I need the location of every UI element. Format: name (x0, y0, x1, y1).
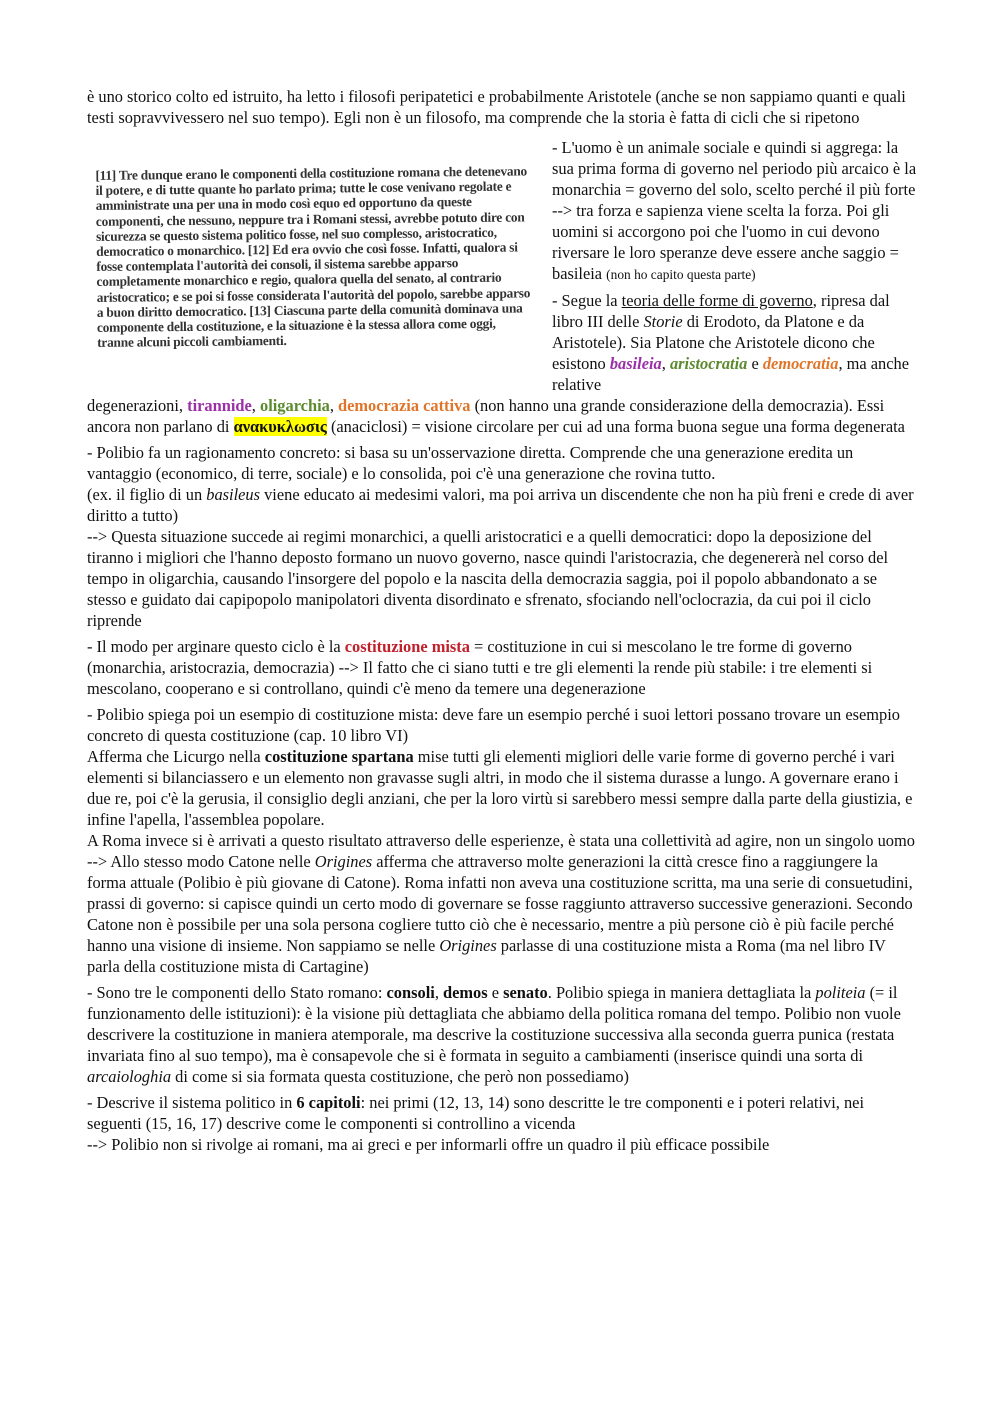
term-aristocratia: aristocratia (669, 354, 748, 373)
term-costituzione-spartana: costituzione spartana (264, 747, 414, 766)
term-basileia: basileia (609, 354, 662, 373)
term-costituzione-mista: costituzione mista (344, 637, 470, 656)
italic-politeia: politeia (815, 983, 866, 1002)
italic-arcaiologhia: arcaiologhia (87, 1067, 172, 1086)
generations-paragraph: - Polibio fa un ragionamento concreto: si basa su un'osservazione diretta. Comprende che una generazione eredita un vantaggio (economico, di terre, sociale) e lo consolida, poi c'è una generazione che rovina tutto. (ex. il figlio di un basileus viene educato ai medesimi valori, ma poi arriva un discendente che non ha più freni e crede di aver diritto a tutto) --> Questa situazione succede ai regimi monarchici, a quelli aristocratici e a quelli democratici: dopo la deposizione del tiranno i migliori che l'hanno deposto formano un nuovo governo, nasce quindi l'aristocrazia, che degenererà nel corso del tempo in oligarchia, causando l'insorgere del popolo e la nascita della democrazia saggia, poi il popolo abbandonato a se stesso e guidato dai capipopolo manipolatori diventa disordinato e sfrenato, sfociando nell'oclocrazia, da cui poi il ciclo riprende (87, 443, 914, 630)
side-note: (non ho capito questa parte) (606, 267, 756, 282)
spartan-paragraph: - Polibio spiega poi un esempio di costituzione mista: deve fare un esempio perché i suoi lettori possano trovare un esempio concreto di questa costituzione (cap. 10 libro VI) Afferma che Licurgo nella costituzione spartana mise tutti gli elementi migliori delle varie forme di governo perché i vari elementi si bilanciassero e un elemento non gravasse sugli altri, in modo che il sistema durasse a lungo. A governare erano i due re, poi c'è la gerusia, il consiglio degli anziani, che per la loro virtù si sarebbero messi sempre dalla parte della giustizia, e infine l'apella, l'assemblea popolare. A Roma invece si è arrivati a questo risultato attraverso delle esperienze, è stata una collettività ad agire, non un singolo uomo --> Allo stesso modo Catone nelle Origines afferma che attraverso molte generazioni la città cresce fino a raggiungere la forma attuale (Polibio è più giovane di Catone). Roma infatti non aveva una costituzione scritta, ma una serie di consuetudini, prassi di governo: si capisce quindi un certo modo di governare se fosse raggiunto attraverso successive generazioni. Secondo Catone non è possibile per una sola persona cogliere tutto ciò che è necessario, mentre a più persone ciò è più facile perché hanno una visione di insieme. Non sappiamo se nelle Origines parlasse di una costituzione mista a Roma (ma nel libro IV parla della costituzione mista di Cartagine) (87, 705, 915, 976)
term-democratia: democratia (762, 354, 839, 373)
term-democrazia-cattiva: democrazia cattiva (338, 396, 471, 415)
term-senato: senato (503, 983, 548, 1002)
social-animal-paragraph: - L'uomo è un animale sociale e quindi si aggrega: la sua prima forma di governo nel periodo più arcaico è la monarchia = governo del solo, scelto perché il più forte --> tra forza e sapienza viene scelta la forza. Poi gli uomini si accorgono poi che l'uomo in cui devono riversare le loro speranze deve essere anche saggio = basileia (non ho capito questa parte) (552, 138, 917, 283)
term-6-capitoli: 6 capitoli (296, 1093, 361, 1112)
italic-origines: Origines (314, 852, 373, 871)
intro-paragraph: è uno storico colto ed istruito, ha letto i filosofi peripatetici e probabilmente Aristotele (anche se non sappiamo quanti e quali testi sopravvivessero nel suo tempo). Egli non è un filosofo, ma comprende che la storia è fatta di cicli che si ripetono (87, 87, 906, 127)
degenerations-paragraph: degenerazioni, tirannide, oligarchia, democrazia cattiva (non hanno una grande considerazione della democrazia). Essi ancora non parlano di ανακυκλωσις (anaciclosi) = visione circolare per cui ad una forma buona segue una forma degenerata (87, 396, 905, 436)
italic-basileus: basileus (206, 485, 261, 504)
roman-state-paragraph: - Sono tre le componenti dello Stato romano: consoli, demos e senato. Polibio spiega in maniera dettagliata la politeia (= il funzionamento delle istituzioni): è la visione più dettagliata che abbiamo della politica romana del tempo. Polibio non vuole descrivere la costituzione in maniera atemporale, ma descrive la costituzione successiva alla seconda guerra punica (restata invariata fino al suo tempo), ma è consapevole che si è formata in seguito a cambiamenti (inserisce quindi una sorta di arcaiologhia di come si sia formata questa costituzione, che però non possediamo) (87, 983, 901, 1086)
mixed-constitution-paragraph: - Il modo per arginare questo ciclo è la costituzione mista = costituzione in cui si mescolano le tre forme di governo (monarchia, aristocrazia, democrazia) --> Il fatto che ci siano tutti e tre gli elementi la rende più stabile: i tre elementi si mescolano, cooperano e si controllano, quindi c'è meno da temere una degenerazione (87, 637, 873, 698)
side-column (552, 137, 917, 395)
term-demos: demos (443, 983, 488, 1002)
italic-title: Storie (643, 312, 683, 331)
excerpt-row (87, 137, 917, 395)
term-consoli: consoli (386, 983, 435, 1002)
forms-theory-paragraph: - Segue la teoria delle forme di governo, ripresa dal libro III delle Storie di Erodoto, da Platone e da Aristotele). Sia Platone che Aristotele dicono che esistono basileia, aristocratia e democratia, ma anche relative (552, 291, 909, 394)
highlighted-greek-term: ανακυκλωσις (233, 417, 327, 436)
term-oligarchia: oligarchia (260, 396, 330, 415)
scanned-excerpt-image: [11] Tre dunque erano le componenti della costituzione romana che detenevano il potere, e di tutte quante ho parlato prima; tutte le cose venivano regolate e amministrate una per una in modo così equo ed opportuno da queste componenti, che nessuno, neppure tra i Romani stessi, avrebbe potuto dire con sicurezza se questo sistema politico fosse, nel suo complesso, aristocratico, democratico o monarchico. [12] Ed era ovvio che così fosse. Infatti, qualora si fosse contemplata l'autorità dei consoli, il sistema sarebbe apparso completamente monarchico e regio, qualora quella del senato, al contrario aristocratico; e se poi si fosse considerata l'autorità del popolo, sarebbe apparso a buon diritto democratico. [13] Ciascuna parte della comunità dominava una componente della costituzione, e la situazione è la stessa allora come oggi, tranne alcuni piccoli cambiamenti. (95, 163, 531, 351)
underlined-term: teoria delle forme di governo (621, 291, 813, 310)
term-tirannide: tirannide (187, 396, 252, 415)
chapters-paragraph: - Descrive il sistema politico in 6 capitoli: nei primi (12, 13, 14) sono descritte le tre componenti e i poteri relativi, nei seguenti (15, 16, 17) descrive come le componenti si controllino a vicenda --> Polibio non si rivolge ai romani, ma ai greci e per informarli offre un quadro il più efficace possibile (87, 1093, 865, 1154)
document-page (87, 86, 917, 1155)
italic-origines: Origines (439, 936, 497, 955)
